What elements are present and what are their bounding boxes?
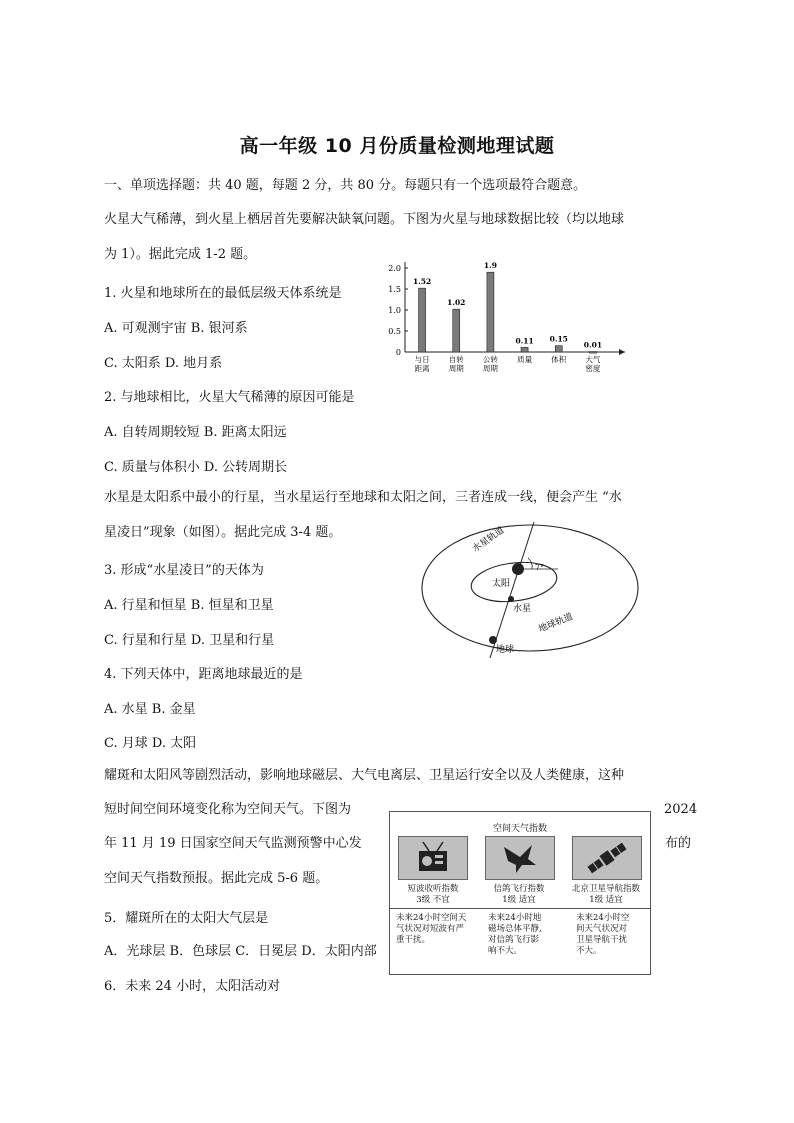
earth-symbol [489, 636, 497, 644]
category-label: 公转 [482, 355, 498, 364]
panel-2-desc-line: 响不大。 [488, 946, 523, 956]
space-weather-index-panel [389, 811, 651, 975]
passage-3-line-2-left: 短时间空间环境变化称为空间天气。下图为 [104, 802, 352, 817]
question-4-options-ab: A. 水星 B. 金星 [104, 702, 196, 717]
question-1-options-ab: A. 可观测宇宙 B. 银河系 [104, 321, 248, 336]
panel-2-desc-line: 对信鸽飞行影 [488, 935, 540, 945]
question-3-options-cd: C. 行星和行星 D. 卫星和行星 [104, 633, 275, 648]
bar-value-label: 0.01 [583, 340, 603, 350]
panel-3-desc-line: 未来24小时空 [576, 913, 630, 923]
category-label: 自转 [448, 355, 464, 364]
y-tick-label: 0.5 [388, 327, 401, 336]
mercury-label: 水星 [513, 604, 532, 614]
category-label: 密度 [585, 364, 601, 373]
question-6-stem: 6．未来 24 小时，太阳活动对 [104, 979, 281, 994]
passage-3-line-4: 空间天气指数预报。据此完成 5-6 题。 [104, 871, 329, 886]
panel-1-desc-line: 重干扰。 [396, 935, 431, 945]
passage-3-line-3-right: 布的 [665, 836, 692, 851]
passage-3-line-3-left: 年 11 月 19 日国家空间天气监测预警中心发 [104, 836, 362, 851]
question-1-stem: 1. 火星和地球所在的最低层级天体系统是 [104, 286, 342, 301]
passage-1-line-1: 火星大气稀薄，到火星上栖居首先要解决缺氧问题。下图为火星与地球数据比较（均以地球 [104, 212, 625, 227]
sun-label: 太阳 [492, 579, 511, 589]
question-2-options-ab: A. 自转周期较短 B. 距离太阳远 [104, 425, 287, 440]
mercury-symbol [508, 596, 514, 602]
question-1-options-cd: C. 太阳系 D. 地月系 [104, 356, 223, 371]
x-axis-arrow [619, 349, 625, 355]
earth-orbit-label: 地球轨道 [537, 612, 575, 635]
bar [589, 352, 596, 354]
panel-2-desc-line: 磁场总体平静, [488, 924, 542, 934]
radio-panel-image [398, 836, 468, 880]
space-weather-heading: 空间天气指数 [492, 824, 547, 834]
category-label: 与日 [414, 355, 430, 364]
question-4-options-cd: C. 月球 D. 太阳 [104, 736, 197, 751]
bar-value-label: 0.11 [515, 336, 534, 346]
earth-orbit [422, 525, 638, 651]
panel-1-level: 3级 不宜 [416, 895, 450, 905]
panel-3-description [576, 913, 629, 957]
satellite-panel-image [572, 836, 642, 880]
question-5-stem: 5．耀斑所在的太阳大气层是 [104, 911, 269, 926]
category-label: 周期 [448, 364, 464, 373]
panel-2-level: 1级 适宜 [502, 895, 536, 905]
earth-label: 地球 [496, 645, 515, 655]
mars-earth-comparison-chart [375, 258, 630, 376]
panel-3-desc-line: 卫星导航干扰 [576, 935, 628, 945]
bar [419, 288, 426, 352]
passage-3-line-1: 耀斑和太阳风等剧烈活动，影响地球磁层、大气电离层、卫星运行安全以及人类健康，这种 [104, 768, 625, 783]
passage-1-line-2: 为 1）。据此完成 1-2 题。 [104, 247, 257, 262]
mercury-transit-diagram [418, 512, 640, 660]
angle-label: 7° [535, 563, 545, 572]
y-tick-label: 1.0 [388, 306, 401, 315]
panel-1-desc-line: 气状况对短波有严 [396, 924, 465, 934]
sun-symbol [512, 563, 524, 575]
angle-arc [528, 558, 532, 569]
panel-2-description [488, 913, 542, 957]
panel-2-index-name: 信鸽飞行指数 [493, 884, 545, 894]
bar [487, 272, 494, 352]
bar [555, 346, 562, 352]
category-label: 质量 [517, 355, 533, 364]
panel-1-index-name: 短波收听指数 [407, 884, 459, 894]
question-4-stem: 4. 下列天体中，距离地球最近的是 [104, 667, 303, 682]
panel-1-caption [394, 884, 472, 906]
bar-value-label: 0.15 [549, 334, 568, 344]
section-instructions: 一、单项选择题：共 40 题，每题 2 分，共 80 分。每题只有一个选项最符合题意。 [104, 178, 587, 193]
question-2-stem: 2. 与地球相比，火星大气稀薄的原因可能是 [104, 390, 355, 405]
category-label: 周期 [482, 364, 498, 373]
passage-2-line-1: 水星是太阳系中最小的行星，当水星运行至地球和太阳之间，三者连成一线，便会产生 “水 [104, 490, 622, 505]
bar [521, 347, 528, 352]
panel-3-index-name: 北京卫星导航指数 [571, 884, 640, 894]
bar-value-label: 1.02 [447, 298, 466, 308]
panel-1-description [396, 913, 466, 946]
panel-2-caption [480, 884, 558, 906]
panel-3-desc-line: 不大。 [576, 946, 602, 956]
y-tick-label: 1.5 [388, 285, 401, 294]
page-title: 高一年级 10 月份质量检测地理试题 [239, 135, 555, 157]
question-3-options-ab: A. 行星和恒星 B. 恒星和卫星 [104, 598, 274, 613]
bar-value-label: 1.9 [483, 261, 497, 271]
pigeon-panel-image [485, 836, 555, 880]
panel-1-desc-line: 未来24小时空间天 [396, 913, 467, 923]
panel-2-desc-line: 未来24小时地 [488, 913, 542, 923]
question-3-stem: 3. 形成“水星凌日”的天体为 [104, 563, 264, 578]
category-label: 大气 [585, 355, 601, 364]
panel-3-level: 1级 适宜 [589, 895, 623, 905]
y-tick-label: 0 [395, 348, 401, 357]
passage-2-line-2: 星凌日”现象（如图）。据此完成 3-4 题。 [104, 525, 342, 540]
bar-value-label: 1.52 [412, 277, 432, 287]
alignment-line [490, 522, 534, 658]
satellite-icon [573, 837, 641, 879]
category-label: 距离 [414, 364, 430, 373]
radio-icon [399, 837, 467, 879]
panel-3-desc-line: 间天气状况对 [576, 924, 628, 934]
pigeon-icon [486, 837, 554, 879]
y-tick-label: 2.0 [388, 264, 401, 273]
panel-3-caption [564, 884, 648, 906]
question-5-options: A．光球层 B．色球层 C．日冕层 D．太阳内部 [104, 944, 377, 959]
question-2-options-cd: C. 质量与体积小 D. 公转周期长 [104, 460, 288, 475]
passage-3-line-2-right: 2024 [664, 802, 698, 817]
panel-divider [390, 908, 650, 909]
category-label: 体积 [551, 355, 567, 364]
mercury-orbit-label: 水星轨道 [470, 525, 507, 555]
bar [453, 309, 460, 352]
